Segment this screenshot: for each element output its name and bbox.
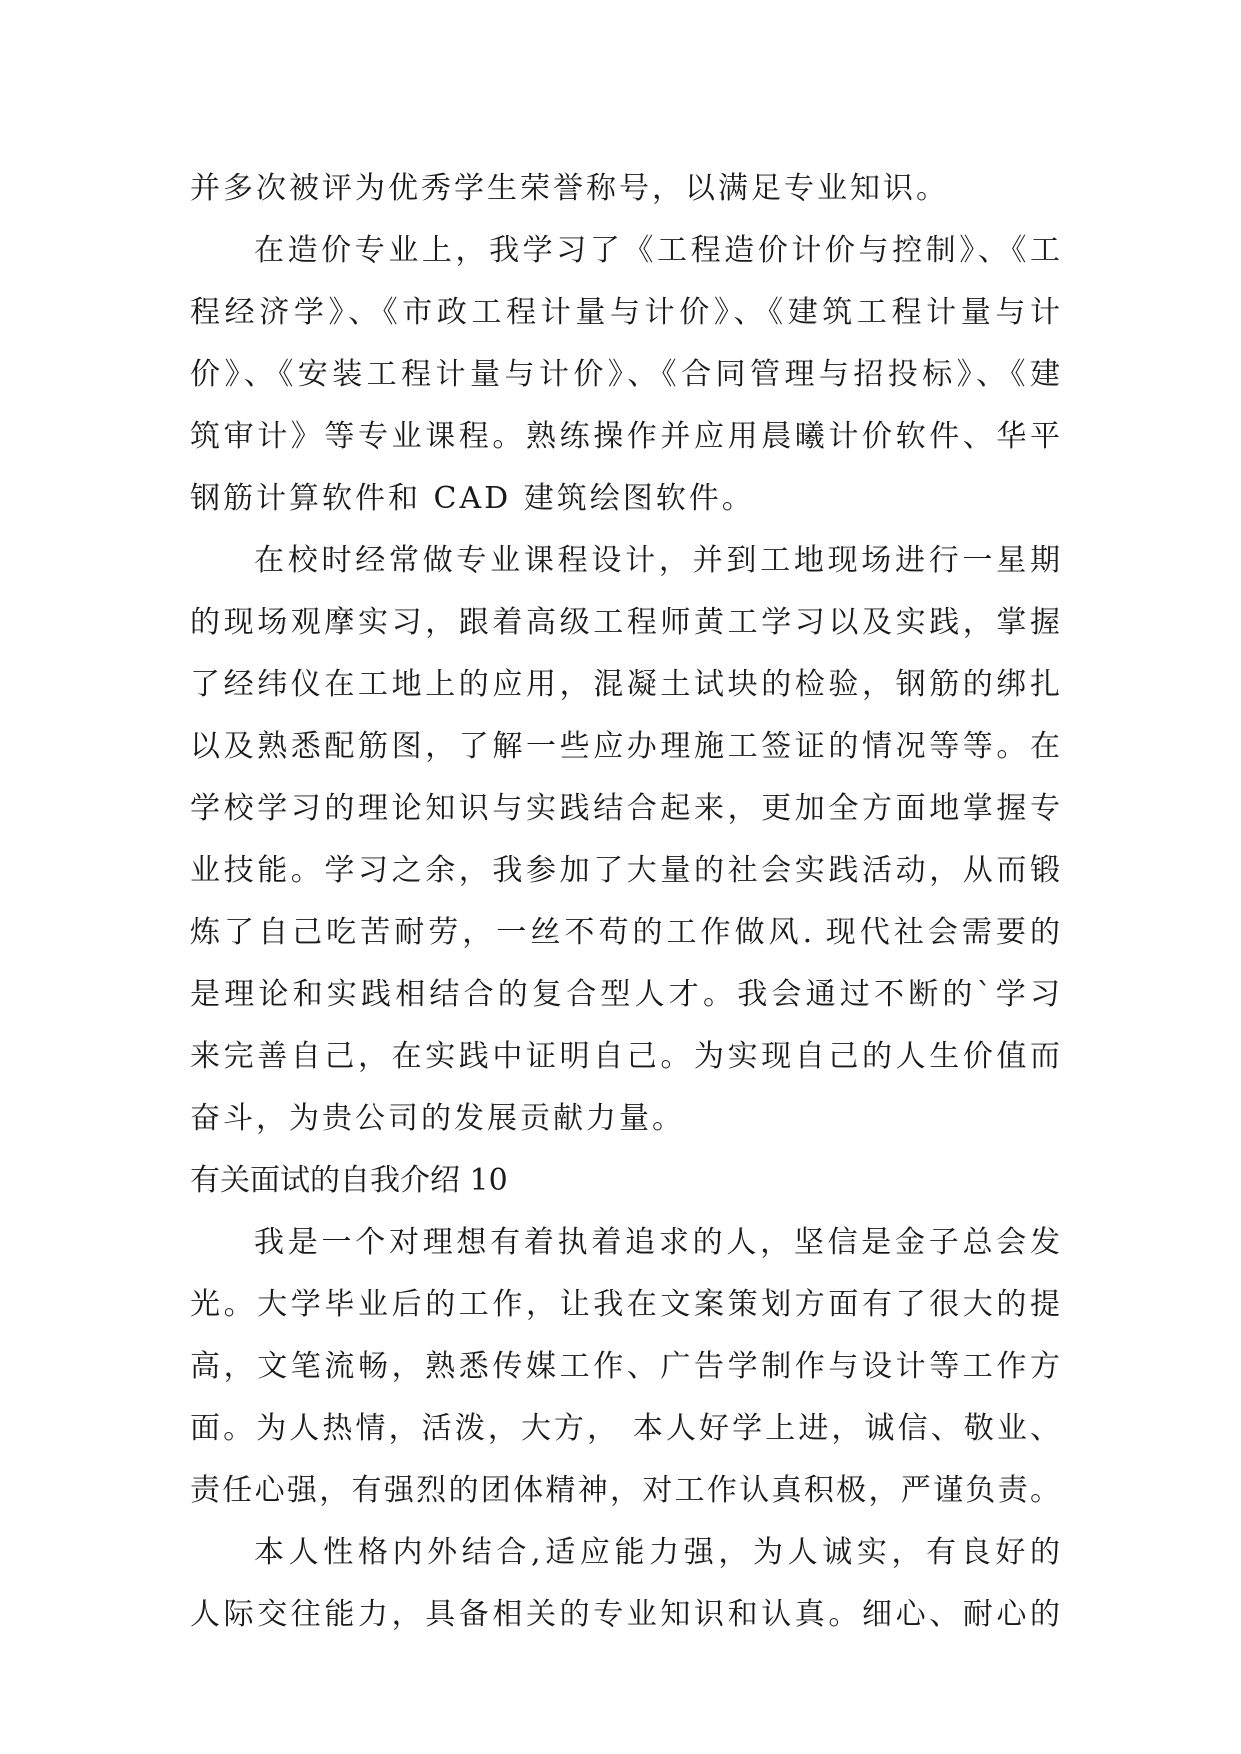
text-line: 来完善自己，在实践中证明自己。为实现自己的人生价值而: [190, 1039, 1060, 1074]
text-line: 并多次被评为优秀学生荣誉称号，以满足专业知识。: [190, 171, 949, 206]
text-line: 了经纬仪在工地上的应用，混凝土试块的检验，钢筋的绑扎: [190, 667, 1060, 702]
text-line: 业技能。学习之余，我参加了大量的社会实践活动，从而锻: [190, 853, 1060, 888]
text-line: 光。大学毕业后的工作，让我在文案策划方面有了很大的提: [190, 1287, 1060, 1322]
text-line: 奋斗，为贵公司的发展贡献力量。: [190, 1101, 685, 1136]
text-line: 人际交往能力，具备相关的专业知识和认真。细心、耐心的: [190, 1597, 1060, 1632]
text-line: 程经济学》、《市政工程计量与计价》、《建筑工程计量与计: [190, 295, 1060, 330]
text-line: 本人性格内外结合,适应能力强，为人诚实，有良好的: [254, 1535, 1060, 1570]
text-line: 钢筋计算软件和 CAD 建筑绘图软件。: [190, 481, 755, 516]
text-line: 筑审计》等专业课程。熟练操作并应用晨曦计价软件、华平: [190, 419, 1060, 454]
text-line: 学校学习的理论知识与实践结合起来，更加全方面地掌握专: [190, 791, 1060, 826]
text-line: 是理论和实践相结合的复合型人才。我会通过不断的`学习: [190, 977, 1060, 1012]
text-line: 高，文笔流畅，熟悉传媒工作、广告学制作与设计等工作方: [190, 1349, 1060, 1384]
text-line: 责任心强，有强烈的团体精神，对工作认真积极，严谨负责。: [190, 1473, 1060, 1508]
text-line: 价》、《安装工程计量与计价》、《合同管理与招投标》、《建: [190, 357, 1060, 392]
text-line: 的现场观摩实习，跟着高级工程师黄工学习以及实践，掌握: [190, 605, 1060, 640]
text-line: 面。为人热情，活泼，大方， 本人好学上进，诚信、敬业、: [190, 1411, 1060, 1446]
text-line: 在造价专业上，我学习了《工程造价计价与控制》、《工: [254, 233, 1060, 268]
text-line: 炼了自己吃苦耐劳，一丝不苟的工作做风. 现代社会需要的: [190, 915, 1060, 950]
text-line: 我是一个对理想有着执着追求的人，坚信是金子总会发: [254, 1225, 1060, 1260]
text-line: 以及熟悉配筋图，了解一些应办理施工签证的情况等等。在: [190, 729, 1060, 764]
text-line: 在校时经常做专业课程设计，并到工地现场进行一星期: [254, 543, 1060, 578]
document-body: [190, 158, 1060, 1646]
section-heading: 有关面试的自我介绍 10: [190, 1163, 508, 1198]
